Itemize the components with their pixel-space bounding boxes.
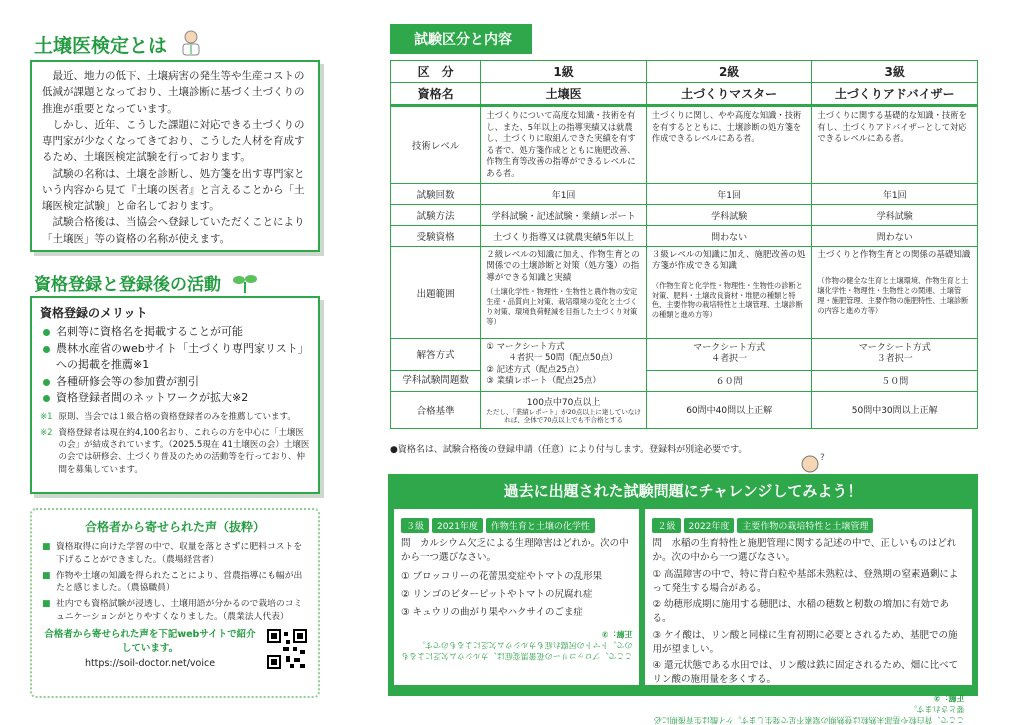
note-1-text: 原則、当会では１級合格の資格登録者のみを推薦しています。 — [59, 411, 296, 423]
voice-item: ■ 作物や土壌の知識を得られたことにより、営農指導にも幅が出たと感じました。（農協職員） — [42, 570, 308, 596]
q2-option: ② 幼穂形成期に施用する穂肥は、水稲の穂数と籾数の増加に有効である。 — [652, 598, 965, 627]
method-level-3: 学科試験 — [812, 205, 978, 226]
about-title: 土壌医検定とは — [34, 35, 167, 57]
q2-grade: ２級 — [652, 518, 680, 533]
row-label-skill: 技術レベル — [391, 106, 481, 184]
note-2-mark: ※2 — [40, 427, 53, 476]
scope-level-3: 土づくりと作物生育との関係の基礎知識 — [817, 250, 972, 261]
name-level-2: 土づくりマスター — [646, 83, 812, 106]
q1-question: 問 カルシウム欠乏による生理障害はどれか。次の中から一つ選びなさい。 — [401, 537, 632, 566]
note-1-mark: ※1 — [40, 411, 53, 423]
section-title-exam — [390, 24, 532, 54]
merit-item: 名刺等に資格名を掲載することが可能 — [40, 324, 310, 341]
answer-level-2-choice: ４者択一 — [652, 354, 807, 366]
note-1 — [40, 411, 310, 423]
sprout-icon — [232, 273, 258, 297]
q1-answer: 正解：② — [401, 628, 632, 639]
scope-level-2: ３級レベルの知識に加え、施肥改善の処方箋が作成できる知識 — [652, 250, 807, 273]
merit-title: 資格登録のメリット — [40, 304, 310, 321]
intro-paragraph: しかし、近年、こうした課題に対応できる土づくりの専門家が少なくなってきており、こうした人材を育成するため、土壌医検定試験を行っております。 — [42, 117, 308, 166]
qcount-level-2: ６０問 — [646, 370, 812, 391]
q2-option: ④ 還元状態である水田では、リン酸は鉄に固定されるため、畑に比べてリン酸の施用量を多くする。 — [652, 659, 965, 688]
answer-line: ③ 業績レポート（配点25点） — [486, 376, 641, 387]
header-kubun: 区 分 — [391, 61, 481, 83]
challenge-title: 過去に出題された試験問題にチャレンジしてみよう！ — [394, 480, 972, 501]
scope-detail-level-3: （作物の健全な生育と土壌環境、作物生育と土壌化学性・物理性・生物性との関連、土壌管理・施肥管理、主要作物の施肥特性、土壌診断の内容と進め方等） — [817, 276, 972, 315]
about-panel — [30, 60, 320, 252]
pass-level-2: 60問中40問以上正解 — [646, 391, 812, 428]
answer-line: ② 記述方式（配点25点） — [486, 365, 641, 376]
voice-list — [42, 541, 308, 624]
row-label-count: 試験回数 — [391, 184, 481, 205]
section-title-registration — [34, 270, 258, 297]
row-label-method: 試験方法 — [391, 205, 481, 226]
voice-panel — [30, 508, 320, 698]
voice-link-text: 合格者から寄せられた声を下記webサイトで紹介しています。 — [42, 628, 258, 655]
merit-item: 農林水産省のwebサイト「土づくり専門家リスト」への掲載を推薦※1 — [40, 341, 310, 374]
qual-level-2: 問わない — [646, 226, 812, 247]
header-level-3: 3級 — [812, 61, 978, 83]
section-title-about — [34, 30, 202, 60]
intro-paragraph: 試験の名称は、土壌を診断し、処方箋を出す専門家という内容から見て『土壌の医者』と言えることから「土壌医検定試験」と命名しております。 — [42, 166, 308, 215]
pass-level-1-note: ただし、「業績レポート」が20点以上に達していなければ、全体で70点以上でも不合格とする — [486, 408, 641, 425]
answer-line: ４者択一 50問（配点50点） — [486, 353, 641, 364]
answer-line: ① マークシート方式 — [486, 342, 641, 353]
voice-url-link[interactable]: https://soil-doctor.net/voice — [42, 658, 258, 669]
q1-grade: ３級 — [401, 518, 429, 533]
scope-level-1: ２級レベルの知識に加え、作物生育との関係での土壌診断と対策（処方箋）の指導ができる知識と実績 — [486, 250, 641, 284]
qual-level-3: 問わない — [812, 226, 978, 247]
registration-title: 資格登録と登録後の活動 — [34, 275, 221, 295]
scope-detail-level-1: （土壌化学性・物理性・生物性と農作物の安定生産・品質向上対策、栽培環境の変化と土づくり対策、環境負荷軽減を目指した土づくり対策等） — [486, 287, 641, 326]
method-level-2: 学科試験 — [646, 205, 812, 226]
name-level-1: 土壌医 — [481, 83, 647, 106]
header-level-1: 1級 — [481, 61, 647, 83]
qual-level-1: 土づくり指導又は就農実績5年以上 — [481, 226, 647, 247]
row-label-question-count: 学科試験問題数 — [391, 370, 481, 391]
intro-paragraph: 最近、地力の低下、土壌病害の発生等や生産コストの低減が課題となっており、土壌診断に基づく土づくりの推進が重要となっています。 — [42, 68, 308, 117]
q2-answer: 正解：② — [652, 692, 965, 703]
q2-option: ③ ケイ酸は、リン酸と同様に生育初期に必要とされるため、基肥での施用が望ましい。 — [652, 629, 965, 658]
question-card-2 — [645, 509, 972, 685]
pass-level-3: 50問中30問以上正解 — [812, 391, 978, 428]
header-level-2: 2級 — [646, 61, 812, 83]
voice-item: ■ 社内でも資格試験が浸透し、土壌用語が分かるので栽培のコミュニケーションがとりやすくなりました。（農業法人代表） — [42, 598, 308, 624]
q1-option: ① ブロッコリーの花蕾黒変症やトマトの乱形果 — [401, 570, 632, 584]
skill-level-3: 土づくりに関する基礎的な知識・技術を有し、土づくりアドバイザーとして対応できるレベルにある者。 — [812, 106, 978, 184]
merit-item: 各種研修会等の参加費が割引 — [40, 374, 310, 391]
q1-option: ③ キュウリの曲がり果やハクサイのごま症 — [401, 606, 632, 620]
method-level-1: 学科試験・記述試験・業績レポート — [481, 205, 647, 226]
q2-answer-block — [652, 692, 965, 725]
q1-explain: ここで、ブロッコリーの花蕾黒変症は、カルシウム欠乏によるもので、トマトの尻腐れ症もカルシウム欠乏によるものです。 — [401, 639, 632, 661]
answer-level-2: マークシート方式 — [652, 343, 807, 355]
q2-year: 2022年度 — [684, 518, 735, 533]
voice-title: 合格者から寄せられた声（抜粋） — [42, 518, 308, 535]
exam-table — [390, 60, 978, 429]
count-level-2: 年1回 — [646, 184, 812, 205]
q2-field: 主要作物の栽培特性と土壌管理 — [737, 518, 873, 533]
note-2 — [40, 427, 310, 476]
answer-level-3: マークシート方式 — [817, 343, 972, 355]
note-2-text: 資格登録者は現在約4,100名おり、これらの方を中心に「土壌医の会」が結成されています。（2025.5現在 41土壌医の会）土壌医の会では研修会、土づくり普及のための活動等を行っており、仲間を募集しています。 — [59, 427, 310, 476]
exam-title: 試験区分と内容 — [414, 32, 512, 48]
q1-option: ② リンゴのビターピットやトマトの尻腐れ症 — [401, 588, 632, 602]
question-card-1 — [394, 509, 639, 685]
merit-item: 資格登録者間のネットワークが拡大※2 — [40, 390, 310, 407]
exam-table-wrap — [390, 60, 978, 429]
row-label-scope: 出題範囲 — [391, 247, 481, 339]
intro-paragraph: 試験合格後は、当協会へ登録していただくことにより「土壌医」等の資格の名称が使えます。 — [42, 214, 308, 247]
row-label-qual: 受験資格 — [391, 226, 481, 247]
q1-field: 作物生育と土壌の化学性 — [486, 518, 595, 533]
merit-list — [40, 324, 310, 407]
header-shikaku: 資格名 — [391, 83, 481, 106]
row-label-answer: 解答方式 — [391, 339, 481, 371]
footnote: ●資格名は、試験合格後の登録申請（任意）により付与します。登録料が別途必要です。 — [390, 442, 747, 455]
challenge-panel — [388, 474, 978, 696]
pass-level-1: 100点中70点以上 — [486, 395, 641, 408]
qr-code-icon[interactable] — [266, 628, 308, 670]
qcount-level-3: ５０問 — [812, 370, 978, 391]
q2-question: 問 水稲の生育特性と施肥管理に関する記述の中で、正しいものはどれか。次の中から一つ選びなさい。 — [652, 537, 965, 566]
answer-level-3-choice: ３者択一 — [817, 354, 972, 366]
q2-explain: ここで、背白粒や基部未熟粒は登熟期の窒素不足で発生します。ケイ酸は生育後期に必要とされます。 — [652, 703, 965, 725]
q2-option: ① 高温障害の中で、特に背白粒や基部未熟粒は、登熟期の窒素過剰によって発生する場合がある。 — [652, 568, 965, 597]
name-level-3: 土づくりアドバイザー — [812, 83, 978, 106]
count-level-3: 年1回 — [812, 184, 978, 205]
skill-level-2: 土づくりに関し、やや高度な知識・技術を有するとともに、土壌診断の処方箋を作成できるレベルにある者。 — [646, 106, 812, 184]
skill-level-1: 土づくりについて高度な知識・技術を有し、また、5年以上の指導実績又は就農し、土づくりに取組んできた実績を有する者で、処方箋作成とともに施肥改善、作物生育等改善の指導ができるレベルにある者。 — [481, 106, 647, 184]
scope-detail-level-2: （作物生育と化学性・物理性・生物性の診断と対策、肥料・土壌改良資材・堆肥の種類と特色、主要作物の栽培特性と土壌管理、土壌診断の種類と進め方等） — [652, 281, 807, 320]
svg-text:?: ? — [820, 453, 825, 463]
row-label-pass: 合格基準 — [391, 391, 481, 428]
registration-panel — [30, 296, 320, 494]
voice-item: ■ 資格取得に向けた学習の中で、収量を落とさずに肥料コストを下げることができました。（農場経営者） — [42, 541, 308, 567]
doctor-icon — [180, 30, 202, 60]
q1-year: 2021年度 — [432, 518, 483, 533]
q1-answer-block — [401, 628, 632, 662]
count-level-1: 年1回 — [481, 184, 647, 205]
